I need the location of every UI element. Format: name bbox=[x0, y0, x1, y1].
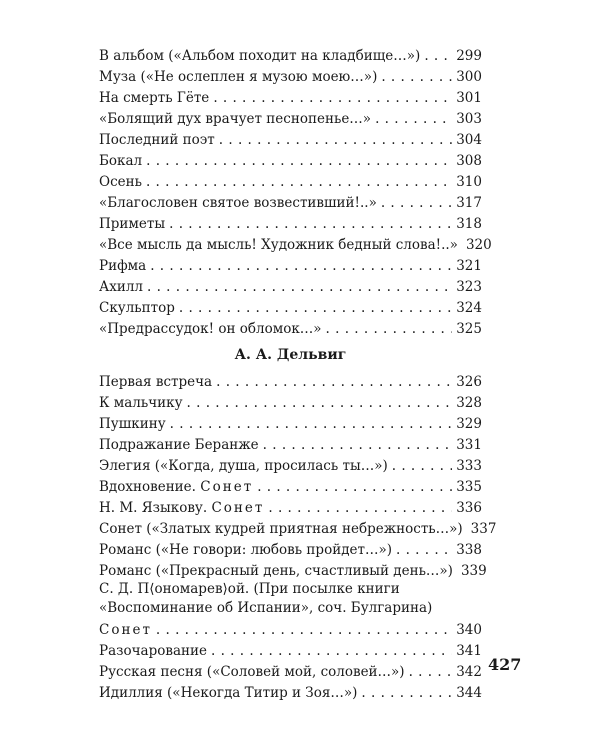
dot-leader bbox=[213, 89, 452, 107]
toc-entry: В альбом («Альбом походит на кладбище…») . . . 299 bbox=[99, 44, 482, 65]
dot-leader bbox=[263, 436, 453, 454]
dot-leader bbox=[211, 642, 452, 660]
toc-entry: Сонет . . . 340 bbox=[99, 618, 482, 639]
toc-entry: «Предрассудок! он обломок…» . . . 325 bbox=[99, 317, 482, 338]
dot-leader bbox=[424, 47, 452, 65]
toc-entry: Романс («Не говори: любовь пройдет…») . . . 338 bbox=[99, 538, 482, 559]
toc-entry: Разочарование . . . 341 bbox=[99, 639, 482, 660]
dot-leader bbox=[179, 299, 452, 317]
dot-leader bbox=[326, 320, 453, 338]
toc-entry: Приметы . . . 318 bbox=[99, 212, 482, 233]
dot-leader bbox=[146, 173, 452, 191]
toc-entry: Пушкину . . . 329 bbox=[99, 412, 482, 433]
toc-entry-line: «Воспоминание об Испании», соч. Булгарина) bbox=[99, 600, 433, 616]
toc-entry: Элегия («Когда, душа, просилась ты…») . . . 333 bbox=[99, 454, 482, 475]
dot-leader bbox=[147, 278, 452, 296]
toc-entry: Ахилл . . . 323 bbox=[99, 275, 482, 296]
toc-entry: Осень . . . 310 bbox=[99, 170, 482, 191]
toc-section-1 bbox=[99, 44, 492, 338]
dot-leader bbox=[257, 478, 452, 496]
toc-entry: Идиллия («Некогда Титир и Зоя…») . . . 344 bbox=[99, 681, 482, 702]
toc-entry: Рифма . . . 321 bbox=[99, 254, 482, 275]
dot-leader bbox=[268, 499, 452, 517]
toc-entry: К мальчику . . . 328 bbox=[99, 391, 482, 412]
dot-leader bbox=[146, 152, 452, 170]
dot-leader bbox=[361, 684, 452, 702]
dot-leader bbox=[150, 257, 452, 275]
toc-section-2 bbox=[99, 370, 497, 702]
toc-entry: «Болящий дух врачует песнопенье…» . . . 303 bbox=[99, 107, 482, 128]
toc-entry: «Все мысль да мысль! Художник бедный слова!..» 320 bbox=[99, 237, 492, 253]
dot-leader bbox=[381, 68, 452, 86]
dot-leader bbox=[392, 457, 452, 475]
dot-leader bbox=[187, 394, 453, 412]
toc-entry: Романс («Прекрасный день, счастливый день…») 339 bbox=[99, 563, 487, 579]
toc-entry: Последний поэт . . . 304 bbox=[99, 128, 482, 149]
dot-leader bbox=[409, 663, 453, 681]
toc-entry: Первая встреча . . . 326 bbox=[99, 370, 482, 391]
dot-leader bbox=[156, 621, 452, 639]
toc-entry: Муза («Не ослеплен я музою моею…») . . . 300 bbox=[99, 65, 482, 86]
dot-leader bbox=[396, 541, 452, 559]
dot-leader bbox=[170, 415, 453, 433]
toc-entry: Вдохновение. Сонет . . . 335 bbox=[99, 475, 482, 496]
toc-entry: Н. М. Языкову. Сонет . . . 336 bbox=[99, 496, 482, 517]
toc-entry: Бокал . . . 308 bbox=[99, 149, 482, 170]
toc-entry: На смерть Гёте . . . 301 bbox=[99, 86, 482, 107]
dot-leader bbox=[375, 110, 452, 128]
toc-entry-line: С. Д. П⟨ономарев⟩ой. (При посылке книги bbox=[99, 581, 400, 597]
toc-entry: Русская песня («Соловей мой, соловей…») . . . 342 bbox=[99, 660, 482, 681]
toc-entry: Скульптор . . . 324 bbox=[99, 296, 482, 317]
dot-leader bbox=[219, 131, 452, 149]
dot-leader bbox=[169, 215, 452, 233]
dot-leader bbox=[216, 373, 452, 391]
section-heading: А. А. Дельвиг bbox=[234, 347, 347, 363]
toc-entry: «Благословен святое возвестивший!..» . . . 317 bbox=[99, 191, 482, 212]
toc-entry: Сонет («Златых кудрей приятная небрежность…») 337 bbox=[99, 521, 497, 537]
toc-entry: Подражание Беранже . . . 331 bbox=[99, 433, 482, 454]
dot-leader bbox=[381, 194, 452, 212]
page-number: 427 bbox=[488, 655, 522, 674]
toc-entry-multiline bbox=[99, 580, 482, 618]
